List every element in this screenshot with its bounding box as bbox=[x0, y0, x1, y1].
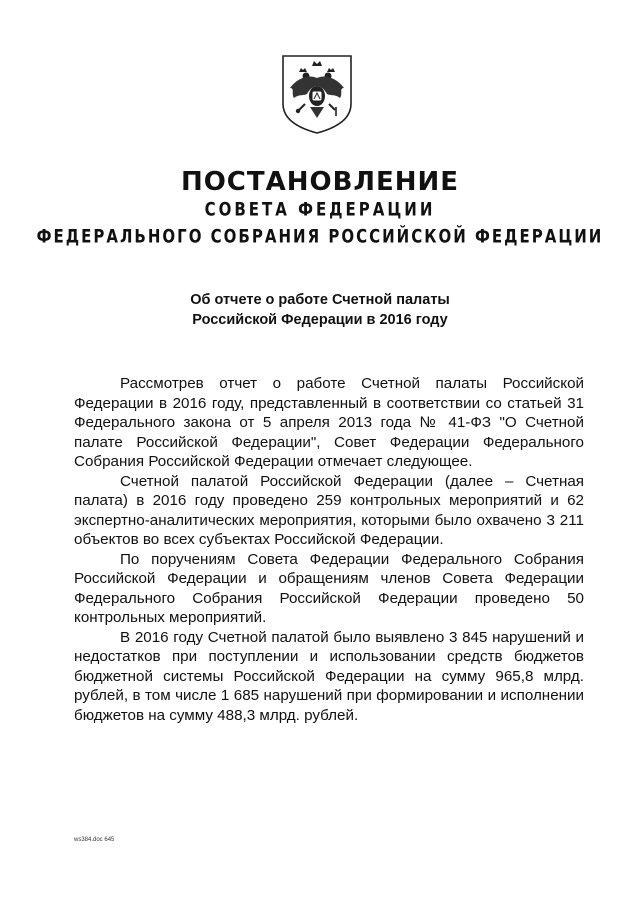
body-paragraph: Рассмотрев отчет о работе Счетной палаты Российской Федерации в 2016 году, представленный в соответствии со статьей 31 Федерального закона от 5 апреля 2013 года № 41-ФЗ "О Счетной палате Российской Федерации", Совет Федерации Федерального Собрания Российской Федерации отмечает следующее. bbox=[74, 375, 584, 470]
body-paragraph: По поручениям Совета Федерации Федерального Собрания Российской Федерации и обращениям членов Совета Федерации Федерального Собрания Российской Федерации проведено 50 контрольных мероприятий. bbox=[74, 550, 584, 626]
issuer-line-1: СОВЕТА ФЕДЕРАЦИИ bbox=[204, 197, 436, 221]
issuer-line-2: ФЕДЕРАЛЬНОГО СОБРАНИЯ РОССИЙСКОЙ ФЕДЕРАЦИИ bbox=[36, 224, 604, 248]
body-paragraph: Счетной палатой Российской Федерации (далее – Счетная палата) в 2016 году проведено 259 контрольных мероприятий и 62 экспертно-аналитических мероприятия, которыми было охвачено 3 211 объектов во всех субъектах Российской Федерации. bbox=[74, 472, 584, 548]
document-heading: ПОСТАНОВЛЕНИЕ bbox=[180, 167, 460, 197]
body-paragraph: В 2016 году Счетной палатой было выявлено 3 845 нарушений и недостатков при поступлении и использовании средств бюджетов бюджетной системы Российской Федерации на сумму 965,8 млрд. рублей, в том числе 1 685 нарушений при формировании и исполнении бюджетов на сумму 488,3 млрд. рублей. bbox=[74, 628, 584, 724]
footer-file-code: ws384.doc 645 bbox=[74, 837, 115, 843]
document-body bbox=[74, 374, 584, 725]
subject-line-2: Российской Федерации в 2016 году bbox=[192, 312, 448, 328]
coat-of-arms-icon bbox=[279, 52, 355, 136]
subject-line-1: Об отчете о работе Счетной палаты bbox=[190, 292, 450, 308]
